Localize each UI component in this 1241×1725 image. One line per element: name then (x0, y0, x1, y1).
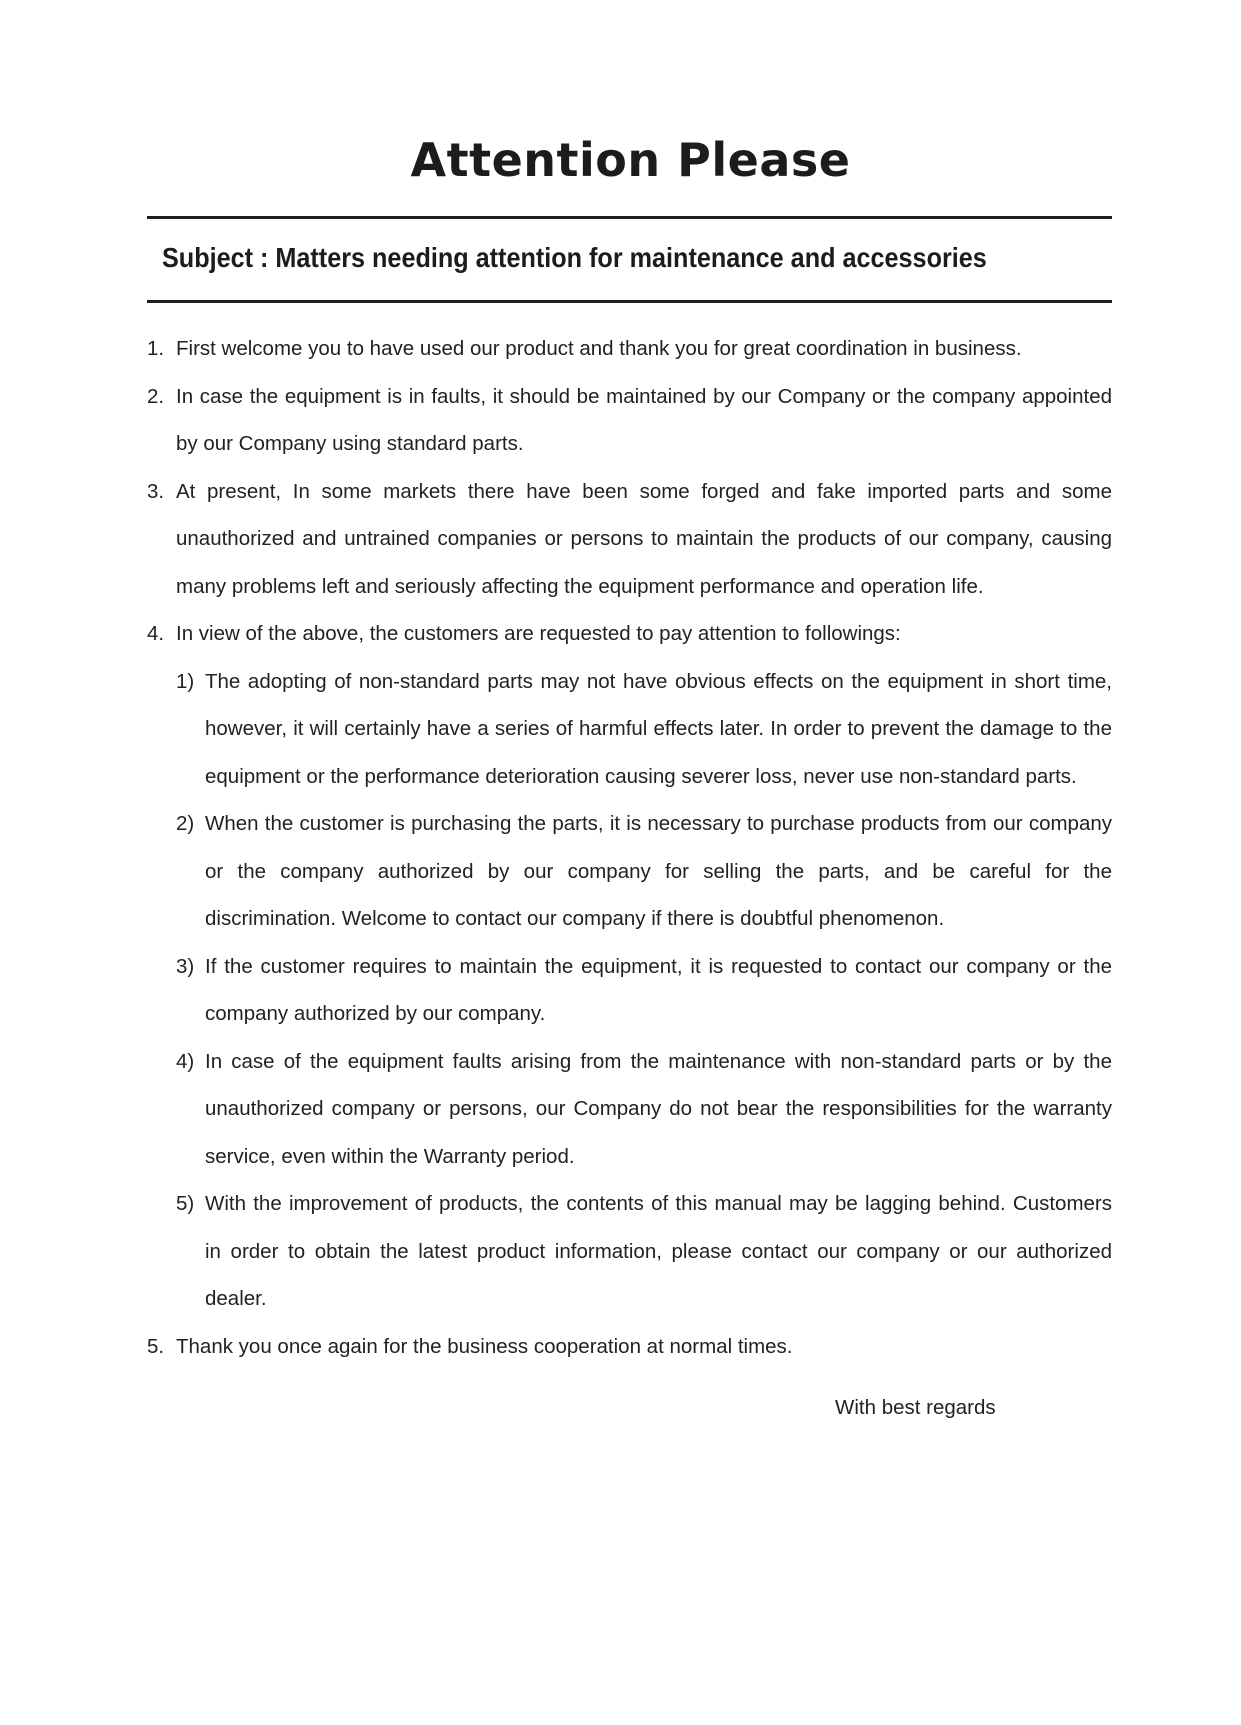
list-item (147, 468, 1112, 611)
sub-list-item-number: 2) (176, 812, 195, 835)
list-item-text: At present, In some markets there have been some forged and fake imported parts and some unauthorized and untrained companies or persons to maintain the products of our company, causing many problems left and seriously affecting the equipment performance and operation life. (176, 479, 1112, 598)
bottom-divider (147, 300, 1112, 303)
sub-list-item (176, 1038, 1112, 1181)
sub-list-item (176, 1180, 1112, 1323)
list-item-text: Thank you once again for the business cooperation at normal times. (176, 1334, 793, 1358)
sub-list-item-number: 5) (176, 1192, 195, 1215)
document-title: Attention Please (410, 133, 851, 187)
list-item (147, 325, 1112, 373)
list-item (147, 1323, 1112, 1371)
subject-line: Subject : Matters needing attention for maintenance and accessories (162, 242, 987, 273)
sub-list-item-text: The adopting of non-standard parts may not have obvious effects on the equipment in short time, however, it will certainly have a series of harmful effects later. In order to prevent the damage to the equipment or the performance deterioration causing severer loss, never use non-standard parts. (205, 669, 1112, 788)
sub-list-item-text: If the customer requires to maintain the equipment, it is requested to contact our company or the company authorized by our company. (205, 954, 1112, 1025)
list-item-number: 2. (147, 384, 165, 408)
sub-list-item-number: 3) (176, 954, 195, 978)
list-item-text: First welcome you to have used our product and thank you for great coordination in business. (176, 337, 1022, 360)
list-item-number: 4. (147, 622, 165, 645)
list-item-number: 1. (147, 337, 165, 360)
sub-list-item (176, 800, 1112, 943)
top-divider (147, 216, 1112, 219)
list-item-number: 3. (147, 479, 165, 503)
sub-list-item-number: 1) (176, 669, 195, 693)
sub-list-item-text: When the customer is purchasing the parts, it is necessary to purchase products from our company or the company authorized by our company for selling the parts, and be careful for the discrimination. Welcome to contact our company if there is doubtful phenomenon. (205, 812, 1112, 930)
list-item-text: In view of the above, the customers are requested to pay attention to followings: (176, 622, 901, 645)
document-body (147, 325, 1112, 1370)
list-item (147, 610, 1112, 658)
sub-list-item-text: In case of the equipment faults arising from the maintenance with non-standard parts or by the unauthorized company or persons, our Company do not bear the responsibilities for the warranty service, even within the Warranty period. (205, 1049, 1112, 1168)
sub-list-item-text: With the improvement of products, the contents of this manual may be lagging behind. Customers in order to obtain the latest product information, please contact our company or our authorized dealer. (205, 1192, 1112, 1310)
sub-list-item (176, 658, 1112, 801)
sub-list-item (176, 943, 1112, 1038)
closing-signoff: With best regards (835, 1396, 996, 1419)
list-item-number: 5. (147, 1334, 165, 1358)
list-item (147, 373, 1112, 468)
list-item-text: In case the equipment is in faults, it should be maintained by our Company or the company appointed by our Company using standard parts. (176, 384, 1112, 455)
sub-list-item-number: 4) (176, 1049, 195, 1073)
